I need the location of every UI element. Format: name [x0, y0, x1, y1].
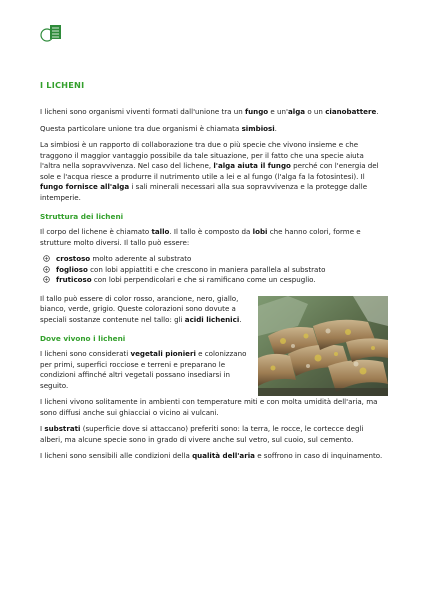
circle-plus-bullet-icon [43, 266, 50, 273]
text-run: I licheni sono organismi viventi formati dall'unione tra un [40, 107, 246, 116]
page-title: I LICHENI [40, 80, 85, 90]
text-run: La simbiosi è un rapporto di collaborazione tra due o più specie che vivono insieme e che traggono il maggior vantaggio possibile da tale situazione, per il fatto che una specie aiuta l'altra nella sopravvivenza. Nel caso del lichene, [40, 140, 364, 170]
bold-term: cianobattere [325, 107, 377, 116]
section-heading-habitat: Dove vivono i licheni [40, 334, 126, 343]
structure-paragraph [40, 227, 386, 248]
text-run: . [274, 123, 277, 133]
list-item [40, 265, 386, 276]
document-body [40, 80, 386, 468]
list-desc: con lobi perpendicolari e che si ramificano come un cespuglio. [91, 275, 316, 284]
list-desc: molto aderente al substrato [90, 254, 192, 263]
intro-paragraph-2 [40, 124, 386, 135]
text-run: Il corpo del lichene è chiamato [40, 227, 152, 236]
bold-term: acidi lichenici [184, 314, 240, 324]
photo-text-block [40, 294, 386, 392]
intro-paragraph-3 [40, 140, 386, 203]
circle-plus-bullet-icon [43, 276, 50, 283]
substrates-paragraph [40, 424, 386, 445]
climate-paragraph [40, 397, 386, 418]
bold-term: simbiosi [241, 123, 275, 133]
text-run: . Il tallo è composto da [169, 227, 253, 236]
bold-term: l'alga aiuta il fungo [213, 161, 291, 170]
text-run: (superficie dove si attaccano) preferiti sono: la terra, le rocce, le cortecce degli alberi, ma alcune specie sono in grado di vivere anche sul vetro, sul cuoio, sul cemento. [40, 424, 364, 444]
text-run: e colonizzano per primi, superfici rocciose e terreni e preparano le condizioni affinché altri vegetali possano insediarsi in seguito. [40, 349, 247, 390]
pioneer-paragraph [40, 349, 250, 391]
text-run: i sali minerali necessari alla sua sopravvivenza e la protegge dalle intemperie. [40, 182, 368, 202]
bold-term: lobi [252, 227, 268, 236]
text-run: Questa particolare unione tra due organismi è chiamata [40, 123, 242, 133]
text-run: che hanno colori, forme e strutture molto diversi. Il tallo può essere: [40, 227, 361, 247]
list-term: crostoso [56, 254, 91, 263]
text-run: e un' [268, 107, 288, 116]
bold-term: vegetali pionieri [130, 349, 196, 358]
air-quality-paragraph [40, 451, 386, 462]
text-run: e soffrono in caso di inquinamento. [254, 451, 383, 460]
list-item [40, 254, 386, 265]
bold-term: tallo [151, 227, 170, 236]
text-run: I licheni vivono solitamente in ambienti con temperature miti e con molta umidità dell'aria, ma sono diffusi anche sui ghiacciai o vicino ai vulcani. [40, 397, 378, 417]
bold-term: alga [287, 107, 306, 116]
thallus-types-list [40, 254, 386, 286]
section-heading-structure: Struttura dei licheni [40, 212, 124, 221]
bold-term: qualità dell'aria [192, 451, 255, 460]
intro-paragraph-1 [40, 107, 386, 118]
book-logo-icon [40, 22, 64, 44]
list-term: foglioso [56, 264, 88, 274]
text-run: . [376, 107, 379, 116]
circle-plus-bullet-icon [43, 255, 50, 262]
text-run: I [40, 424, 45, 433]
bold-term: substrati [44, 424, 81, 433]
text-run: perché con l'energia del sole e l'acqua riesce a produrre il nutrimento utile a lei e al fungo (l'alga fa la fotosintesi). Il [40, 161, 379, 181]
text-run: I licheni sono sensibili alle condizioni della [40, 451, 193, 460]
colors-paragraph [40, 294, 250, 326]
list-item [40, 275, 386, 286]
text-run: Il tallo può essere di color rosso, arancione, nero, giallo, bianco, verde, grigio. Queste colorazioni sono dovute a speciali sostanze contenute nel tallo: gli [40, 293, 239, 324]
bold-term: fungo [245, 107, 269, 116]
roof-tiles-with-lichens-photo [258, 296, 388, 396]
text-run: I licheni sono considerati [40, 349, 131, 358]
list-term: fruticoso [56, 275, 92, 284]
text-run: . [239, 314, 242, 324]
list-desc: con lobi appiattiti e che crescono in maniera parallela al substrato [87, 264, 326, 274]
text-run: o un [305, 107, 326, 116]
bold-term: fungo fornisce all'alga [40, 182, 130, 191]
